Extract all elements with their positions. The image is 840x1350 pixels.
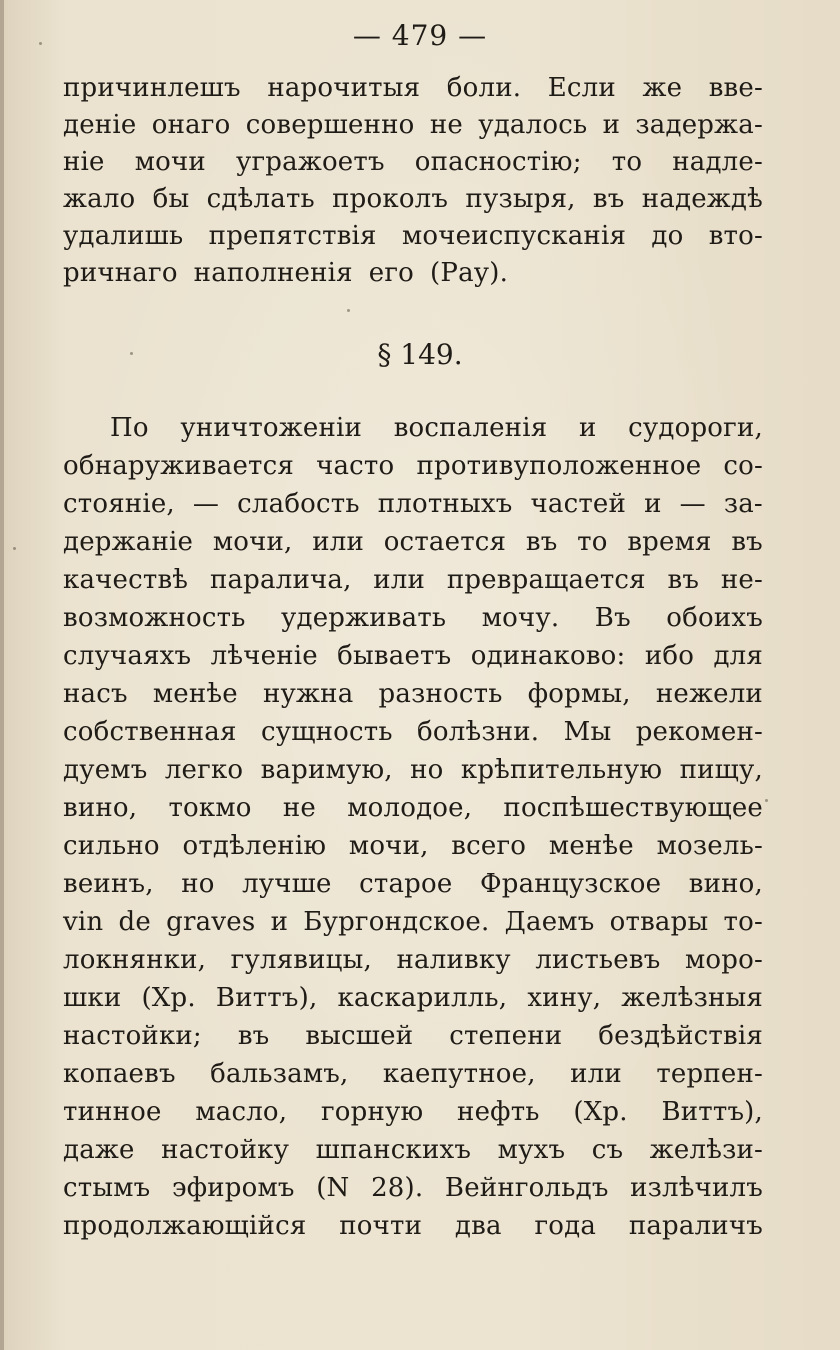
text-line: жало бы сдѣлать проколъ пузыря, въ надеждѣ bbox=[63, 184, 763, 214]
text-line: сильно отдѣленію мочи, всего менѣе мозель- bbox=[63, 831, 763, 861]
text-line: По уничтоженіи воспаленія и судороги, bbox=[110, 413, 763, 443]
text-line: случаяхъ лѣченіе бываетъ одинаково: ибо для bbox=[63, 641, 763, 671]
text-line: дуемъ легко варимую, но крѣпительную пищу, bbox=[63, 755, 763, 785]
text-line: копаевъ бальзамъ, каепутное, или терпен- bbox=[63, 1059, 763, 1089]
page-number: — 479 — bbox=[352, 19, 488, 52]
text-line: vin de graves и Бургондское. Даемъ отвары то- bbox=[63, 907, 763, 937]
text-line: вино, токмо не молодое, поспѣшествующее bbox=[63, 793, 763, 823]
text-line: настойки; въ высшей степени бездѣйствія bbox=[63, 1021, 763, 1051]
text-line: продолжающійся почти два года параличъ bbox=[63, 1211, 763, 1241]
text-line: даже настойку шпанскихъ мухъ съ желѣзи- bbox=[63, 1135, 763, 1165]
speck bbox=[347, 309, 350, 312]
text-line: обнаруживается часто противуположенное со- bbox=[63, 451, 763, 481]
text-line: локнянки, гулявицы, наливку листьевъ моро- bbox=[63, 945, 763, 975]
text-line: шки (Хр. Виттъ), каскарилль, хину, желѣзныя bbox=[63, 983, 763, 1013]
text-line: насъ менѣе нужна разность формы, нежели bbox=[63, 679, 763, 709]
text-line: веинъ, но лучше старое Французское вино, bbox=[63, 869, 763, 899]
text-line: тинное масло, горную нефть (Хр. Виттъ), bbox=[63, 1097, 763, 1127]
text-line: стояніе, — слабость плотныхъ частей и — за- bbox=[63, 489, 763, 519]
text-line: держаніе мочи, или остается въ то время въ bbox=[63, 527, 763, 557]
text-line: ніе мочи угражоетъ опасностію; то надле- bbox=[63, 147, 763, 177]
text-line: ричнаго наполненія его (Рау). bbox=[63, 258, 509, 288]
text-line: удалишь препятствія мочеиспусканія до вто- bbox=[63, 221, 763, 251]
speck bbox=[13, 547, 16, 550]
section-heading: § 149. bbox=[377, 338, 463, 371]
text-line: причинлешъ нарочитыя боли. Если же вве- bbox=[63, 73, 763, 103]
text-line: качествѣ паралича, или превращается въ не- bbox=[63, 565, 763, 595]
text-line: деніе онаго совершенно не удалось и задержа- bbox=[63, 110, 763, 140]
text-line: возможность удерживать мочу. Въ обоихъ bbox=[63, 603, 763, 633]
page-edge bbox=[0, 0, 4, 1350]
text-line: собственная сущность болѣзни. Мы рекомен- bbox=[63, 717, 763, 747]
speck bbox=[765, 799, 768, 802]
text-line: стымъ эфиромъ (N 28). Вейнгольдъ излѣчилъ bbox=[63, 1173, 763, 1203]
